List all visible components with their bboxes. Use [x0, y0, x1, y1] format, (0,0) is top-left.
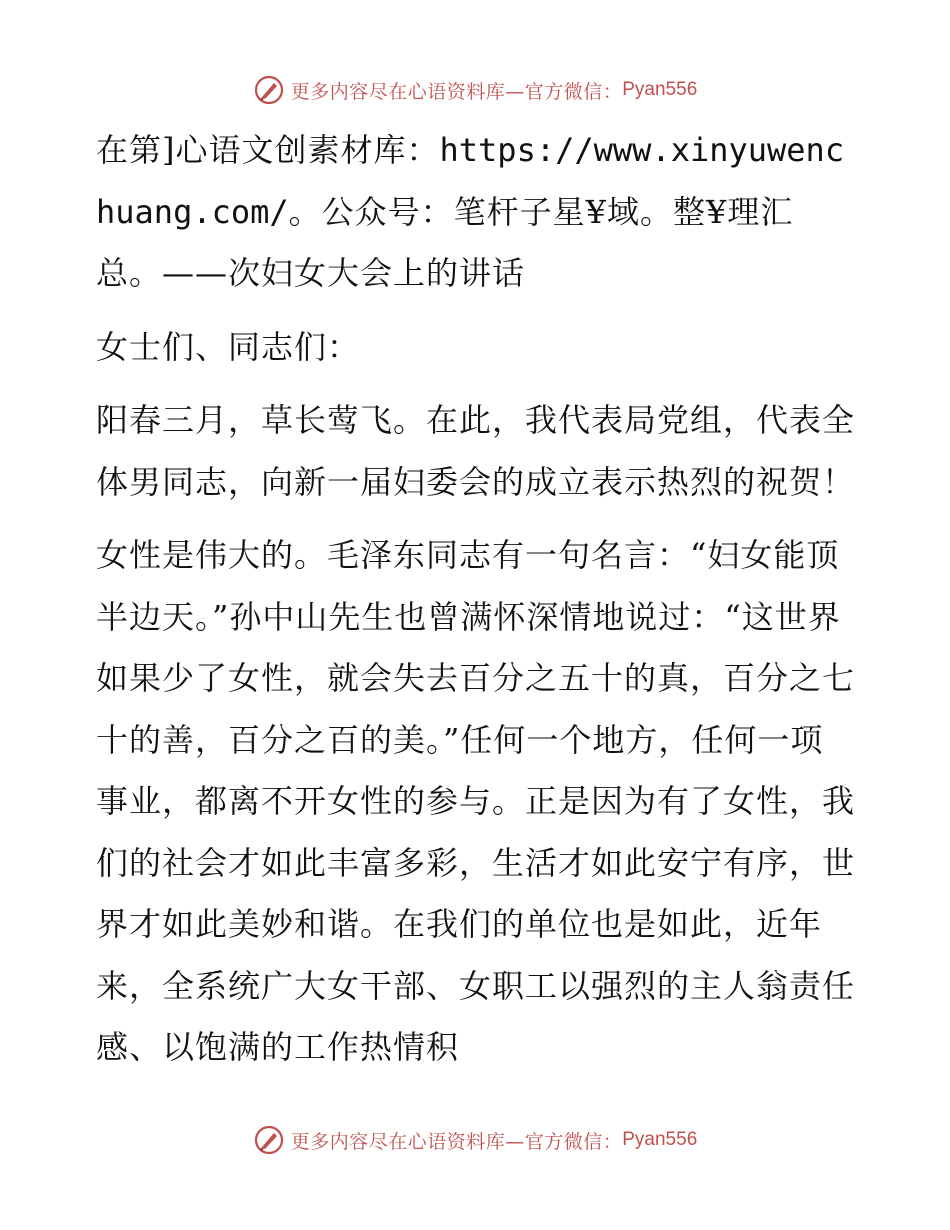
- intro-suffix: 。公众号：笔杆子星¥域。整¥理汇总。——次妇女大会上的讲话: [96, 192, 794, 292]
- document-body: [96, 120, 856, 1079]
- quill-pen-logo-icon: [253, 1124, 285, 1156]
- wechat-id: Pyan556: [622, 79, 698, 100]
- body-paragraph-2: 女性是伟大的。毛泽东同志有一句名言：“妇女能顶半边天。”孙中山先生也曾满怀深情地说过：“这世界如果少了女性，就会失去百分之五十的真，百分之七十的善，百分之百的美。”任何一个地方，任何一项事业，都离不开女性的参与。正是因为有了女性，我们的社会才如此丰富多彩，生活才如此安宁有序，世界才如此美妙和谐。在我们的单位也是如此，近年来，全系统广大女干部、女职工以强烈的主人翁责任感、以饱满的工作热情积: [96, 536, 856, 1066]
- banner-text: 更多内容尽在心语资料库—官方微信：: [290, 80, 623, 103]
- salutation: 女士们、同志们：: [96, 327, 361, 366]
- source-url: https://www.xinyuwenchuang.com/: [96, 131, 845, 231]
- wechat-id: Pyan556: [622, 1129, 698, 1150]
- quill-pen-logo-icon: [253, 74, 285, 106]
- body-paragraph-1: 阳春三月，草长莺飞。在此，我代表局党组，代表全体男同志，向新一届妇委会的成立表示热烈的祝贺！: [96, 401, 856, 501]
- footer-banner: [0, 1120, 950, 1160]
- intro-prefix: 在第]心语文创素材库：: [96, 131, 440, 169]
- intro-paragraph: [96, 120, 856, 305]
- header-banner: [0, 70, 950, 110]
- banner-text: 更多内容尽在心语资料库—官方微信：: [290, 1130, 623, 1153]
